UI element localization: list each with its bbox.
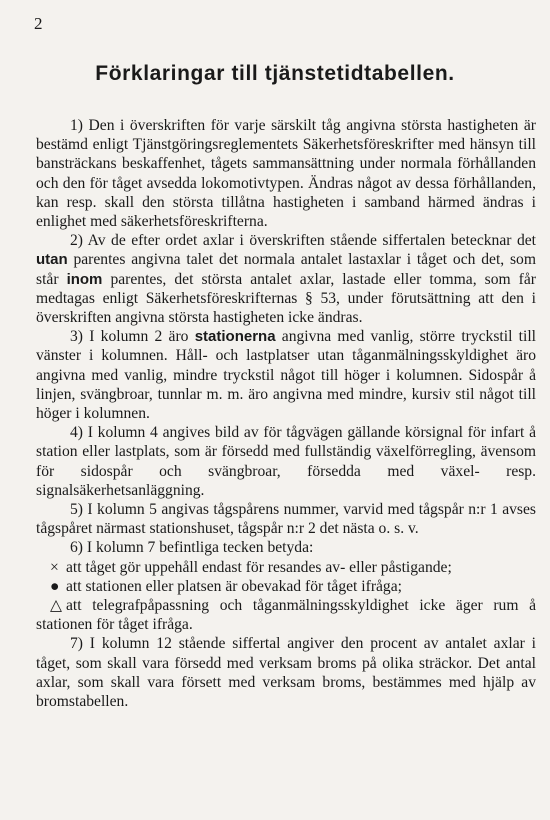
paragraph-1: 1) Den i överskriften för varje särskilt tåg angivna största hastigheten är bestämd enligt Tjänstgöringsreglementets Säkerhetsföreskrifter med hänsyn till bansträckans beskaffenhet, tågets sammansättning under normala förhållanden och den för tåget avsedda lokomotivtypen. Ändras något av dessa förhållanden, kan resp. skall den största tillåtna hastigheten i samband härmed ändras i enlighet med säkerhetsföreskrifterna. bbox=[36, 117, 536, 231]
p2-bold-utan: utan bbox=[36, 251, 68, 269]
paragraph-3 bbox=[36, 327, 536, 423]
p2-text-d: parentes, det största antalet axlar, lastade eller tomma, som får medtagas enligt Säkerhetsföreskrifternas § 53, under förutsättning att den i överskriften angivna största hastigheten icke ändras. bbox=[36, 270, 536, 327]
cross-icon: × bbox=[50, 558, 59, 576]
p2-bold-inom: inom bbox=[66, 270, 103, 288]
paragraph-4: 4) I kolumn 4 angives bild av för tågvägen gällande körsignal för infart å station eller lastplats, som är försedd med fullständig växelförregling, ävensom för sidospår och svängbroar, försedda med växel- resp. signalsäkerhetsanläggning. bbox=[36, 424, 536, 499]
paragraph-7: 7) I kolumn 12 stående siffertal angiver den procent av antalet axlar i tåget, som skall vara försedd med verksam broms på olika sträckor. Det antal axlar, som skall vara försett med verksam broms, bestämmes med hjälp av bromstabellen. bbox=[36, 635, 536, 711]
filled-circle-icon: ● bbox=[50, 577, 60, 595]
document-body bbox=[36, 116, 536, 711]
p3-text-c: angivna med vanlig, större tryckstil till vänster i kolumnen. Håll- och lastplatser utan tåganmälningsskyldighet äro angivna med vanlig, mindre tryckstil något till höger i kolumnen. Sidospår å linjen, svängbroar, tunnlar m. m. äro angivna med mindre, kursiv stil något till höger i kolumnen. bbox=[36, 328, 536, 423]
paragraph-6-intro: 6) I kolumn 7 befintliga tecken betyda: bbox=[70, 539, 314, 557]
legend-item-triangle bbox=[36, 596, 536, 634]
p3-text-a: 3) I kolumn 2 äro bbox=[70, 328, 195, 346]
legend-item-dot bbox=[36, 577, 536, 596]
p3-bold-stationerna: stationerna bbox=[194, 328, 276, 346]
paragraph-5: 5) I kolumn 5 angivas tågspårens nummer, varvid med tågspår n:r 1 avses tågspåret närmast stationshuset, tågspår n:r 2 det nästa o. s. v. bbox=[36, 501, 536, 538]
triangle-icon: △ bbox=[50, 597, 62, 615]
paragraph-2 bbox=[36, 231, 536, 327]
p2-text-c: parentes angivna talet det normala antalet lastaxlar i tåget och det, som står bbox=[36, 251, 536, 288]
legend-text-dot: att stationen eller platsen är obevakad för tåget ifråga; bbox=[66, 577, 402, 595]
legend-text-triangle: att telegrafpåpassning och tåganmälningsskyldighet icke äger rum å stationen för tåget ifråga. bbox=[36, 597, 536, 634]
page-title: Förklaringar till tjänstetidtabellen. bbox=[95, 62, 455, 85]
legend-text-cross: att tåget gör uppehåll endast för resandes av- eller påstigande; bbox=[66, 558, 452, 576]
legend-item-cross bbox=[36, 558, 536, 577]
p2-text-a: 2) Av de efter ordet axlar i överskriften stående siffertalen betecknar det bbox=[70, 232, 536, 250]
page-number: 2 bbox=[34, 14, 43, 33]
